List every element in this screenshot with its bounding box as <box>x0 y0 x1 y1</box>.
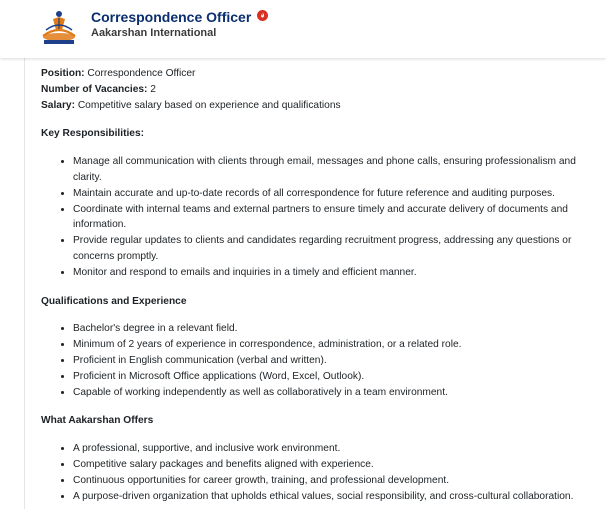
company-name[interactable]: Aakarshan International <box>91 27 217 39</box>
position-line <box>41 66 597 82</box>
offers-list <box>41 441 597 504</box>
list-item: • Provide regular updates to clients and candidates regarding recruitment progress, addressing any questions or concerns promptly. <box>73 233 597 265</box>
salary-line <box>41 98 597 114</box>
vacancies-value: 2 <box>150 83 156 95</box>
section-title-qualifications: Qualifications and Experience <box>41 295 187 307</box>
list-item: • Maintain accurate and up-to-date records of all correspondence for future reference and auditing purposes. <box>73 186 597 202</box>
aakarshan-logo[interactable] <box>40 10 78 46</box>
list-item: • Monitor and respond to emails and inquiries in a timely and efficient manner. <box>73 265 597 281</box>
vacancies-line <box>41 82 597 98</box>
list-item: • Continuous opportunities for career growth, training, and professional development. <box>73 473 597 489</box>
list-item: • Bachelor's degree in a relevant field. <box>73 321 597 337</box>
verified-badge-icon <box>257 10 268 21</box>
list-item: • Capable of working independently as well as collaboratively in a team environment. <box>73 385 597 401</box>
list-item: • A purpose-driven organization that upholds ethical values, social responsibility, and cross-cultural collaboration. <box>73 489 597 505</box>
content-divider <box>24 58 25 509</box>
responsibilities-list <box>41 154 597 280</box>
job-header <box>0 0 606 58</box>
position-value: Correspondence Officer <box>87 68 196 79</box>
salary-value: Competitive salary based on experience and qualifications <box>77 99 341 111</box>
list-item: • Coordinate with internal teams and external partners to ensure timely and accurate delivery of documents and information. <box>73 202 597 234</box>
list-item: • Proficient in Microsoft Office applications (Word, Excel, Outlook). <box>73 369 597 385</box>
job-description <box>41 66 597 509</box>
qualifications-list <box>41 321 597 400</box>
job-title-text: Correspondence Officer <box>91 9 252 25</box>
section-title-offers: What Aakarshan Offers <box>41 415 154 427</box>
position-label: Position: <box>41 68 85 79</box>
list-item: • Competitive salary packages and benefits aligned with experience. <box>73 457 597 473</box>
list-item: • Minimum of 2 years of experience in correspondence, administration, or a related role. <box>73 337 597 353</box>
job-title[interactable] <box>91 9 268 25</box>
list-item: • Manage all communication with clients through email, messages and phone calls, ensuring professionalism and clarity. <box>73 154 597 186</box>
salary-label: Salary: <box>41 99 75 111</box>
section-title-responsibilities: Key Responsibilities: <box>41 128 145 140</box>
vacancies-label: Number of Vacancies: <box>41 83 148 95</box>
list-item: • A professional, supportive, and inclusive work environment. <box>73 441 597 457</box>
list-item: • Proficient in English communication (verbal and written). <box>73 353 597 369</box>
